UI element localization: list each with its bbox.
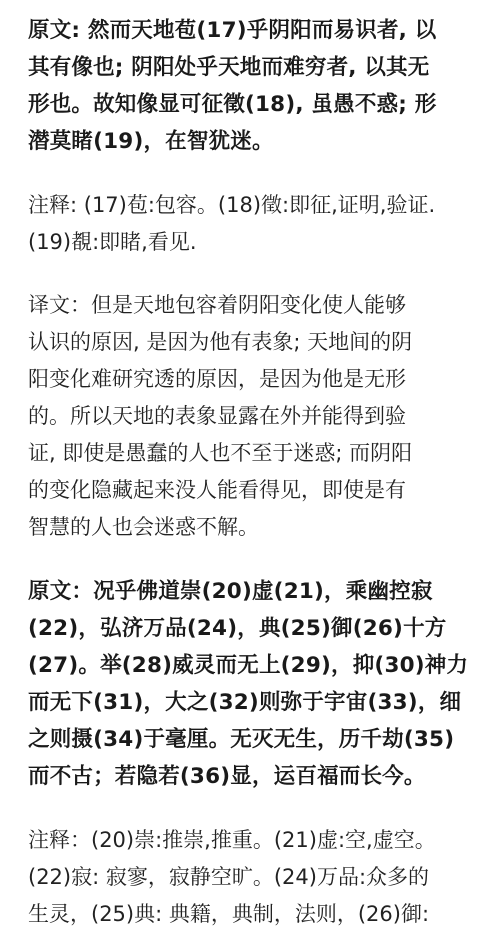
text-line: 之则摄(34)于毫厘。无灭无生，历千劫(35) — [28, 727, 455, 752]
original-text-paragraph-1 — [28, 12, 490, 160]
text-line: 形也。故知像显可征徵(18), 虽愚不惑; 形 — [28, 92, 437, 117]
text-line: 认识的原因, 是因为他有表象; 天地间的阴 — [28, 330, 413, 354]
text-line: 译文：但是天地包容着阴阳变化使人能够 — [28, 293, 406, 317]
text-line: 注释: (17)苞:包容。(18)徵:即征,证明,验证. — [28, 193, 436, 217]
text-line: (27)。举(28)威灵而无上(29)，抑(30)神力 — [28, 653, 469, 678]
text-line: (22)，弘济万品(24)，典(25)御(26)十方 — [28, 616, 447, 641]
text-line: 原文：况乎佛道崇(20)虚(21)，乘幽控寂 — [28, 579, 433, 604]
text-line: 的。所以天地的表象显露在外并能得到验 — [28, 404, 406, 428]
text-line: 证, 即使是愚蠢的人也不至于迷惑; 而阴阳 — [28, 441, 413, 465]
text-line: 智慧的人也会迷惑不解。 — [28, 515, 259, 539]
text-line: 注释：(20)崇:推崇,推重。(21)虚:空,虚空。 — [28, 828, 436, 852]
text-line: 生灵，(25)典: 典籍，典制，法则，(26)御: — [28, 902, 430, 926]
text-line: (19)覩:即睹,看见. — [28, 230, 197, 254]
text-line: 而无下(31)，大之(32)则弥于宇宙(33)，细 — [28, 690, 462, 715]
text-line: 阳变化难研究透的原因，是因为他是无形 — [28, 367, 406, 391]
text-line: 原文: 然而天地苞(17)乎阴阳而易识者, 以 — [28, 18, 437, 43]
text-line: 而不古；若隐若(36)显，运百福而长今。 — [28, 764, 426, 789]
text-line: 潜莫睹(19)，在智犹迷。 — [28, 129, 274, 154]
text-line: 的变化隐藏起来没人能看得见，即使是有 — [28, 478, 406, 502]
translation-paragraph-1 — [28, 287, 490, 546]
original-text-paragraph-2 — [28, 573, 490, 795]
annotation-paragraph-1 — [28, 187, 490, 261]
text-line: 其有像也; 阴阳处乎天地而难穷者, 以其无 — [28, 55, 430, 80]
annotation-paragraph-2 — [28, 822, 490, 927]
text-line: (22)寂: 寂寥，寂静空旷。(24)万品:众多的 — [28, 865, 430, 889]
